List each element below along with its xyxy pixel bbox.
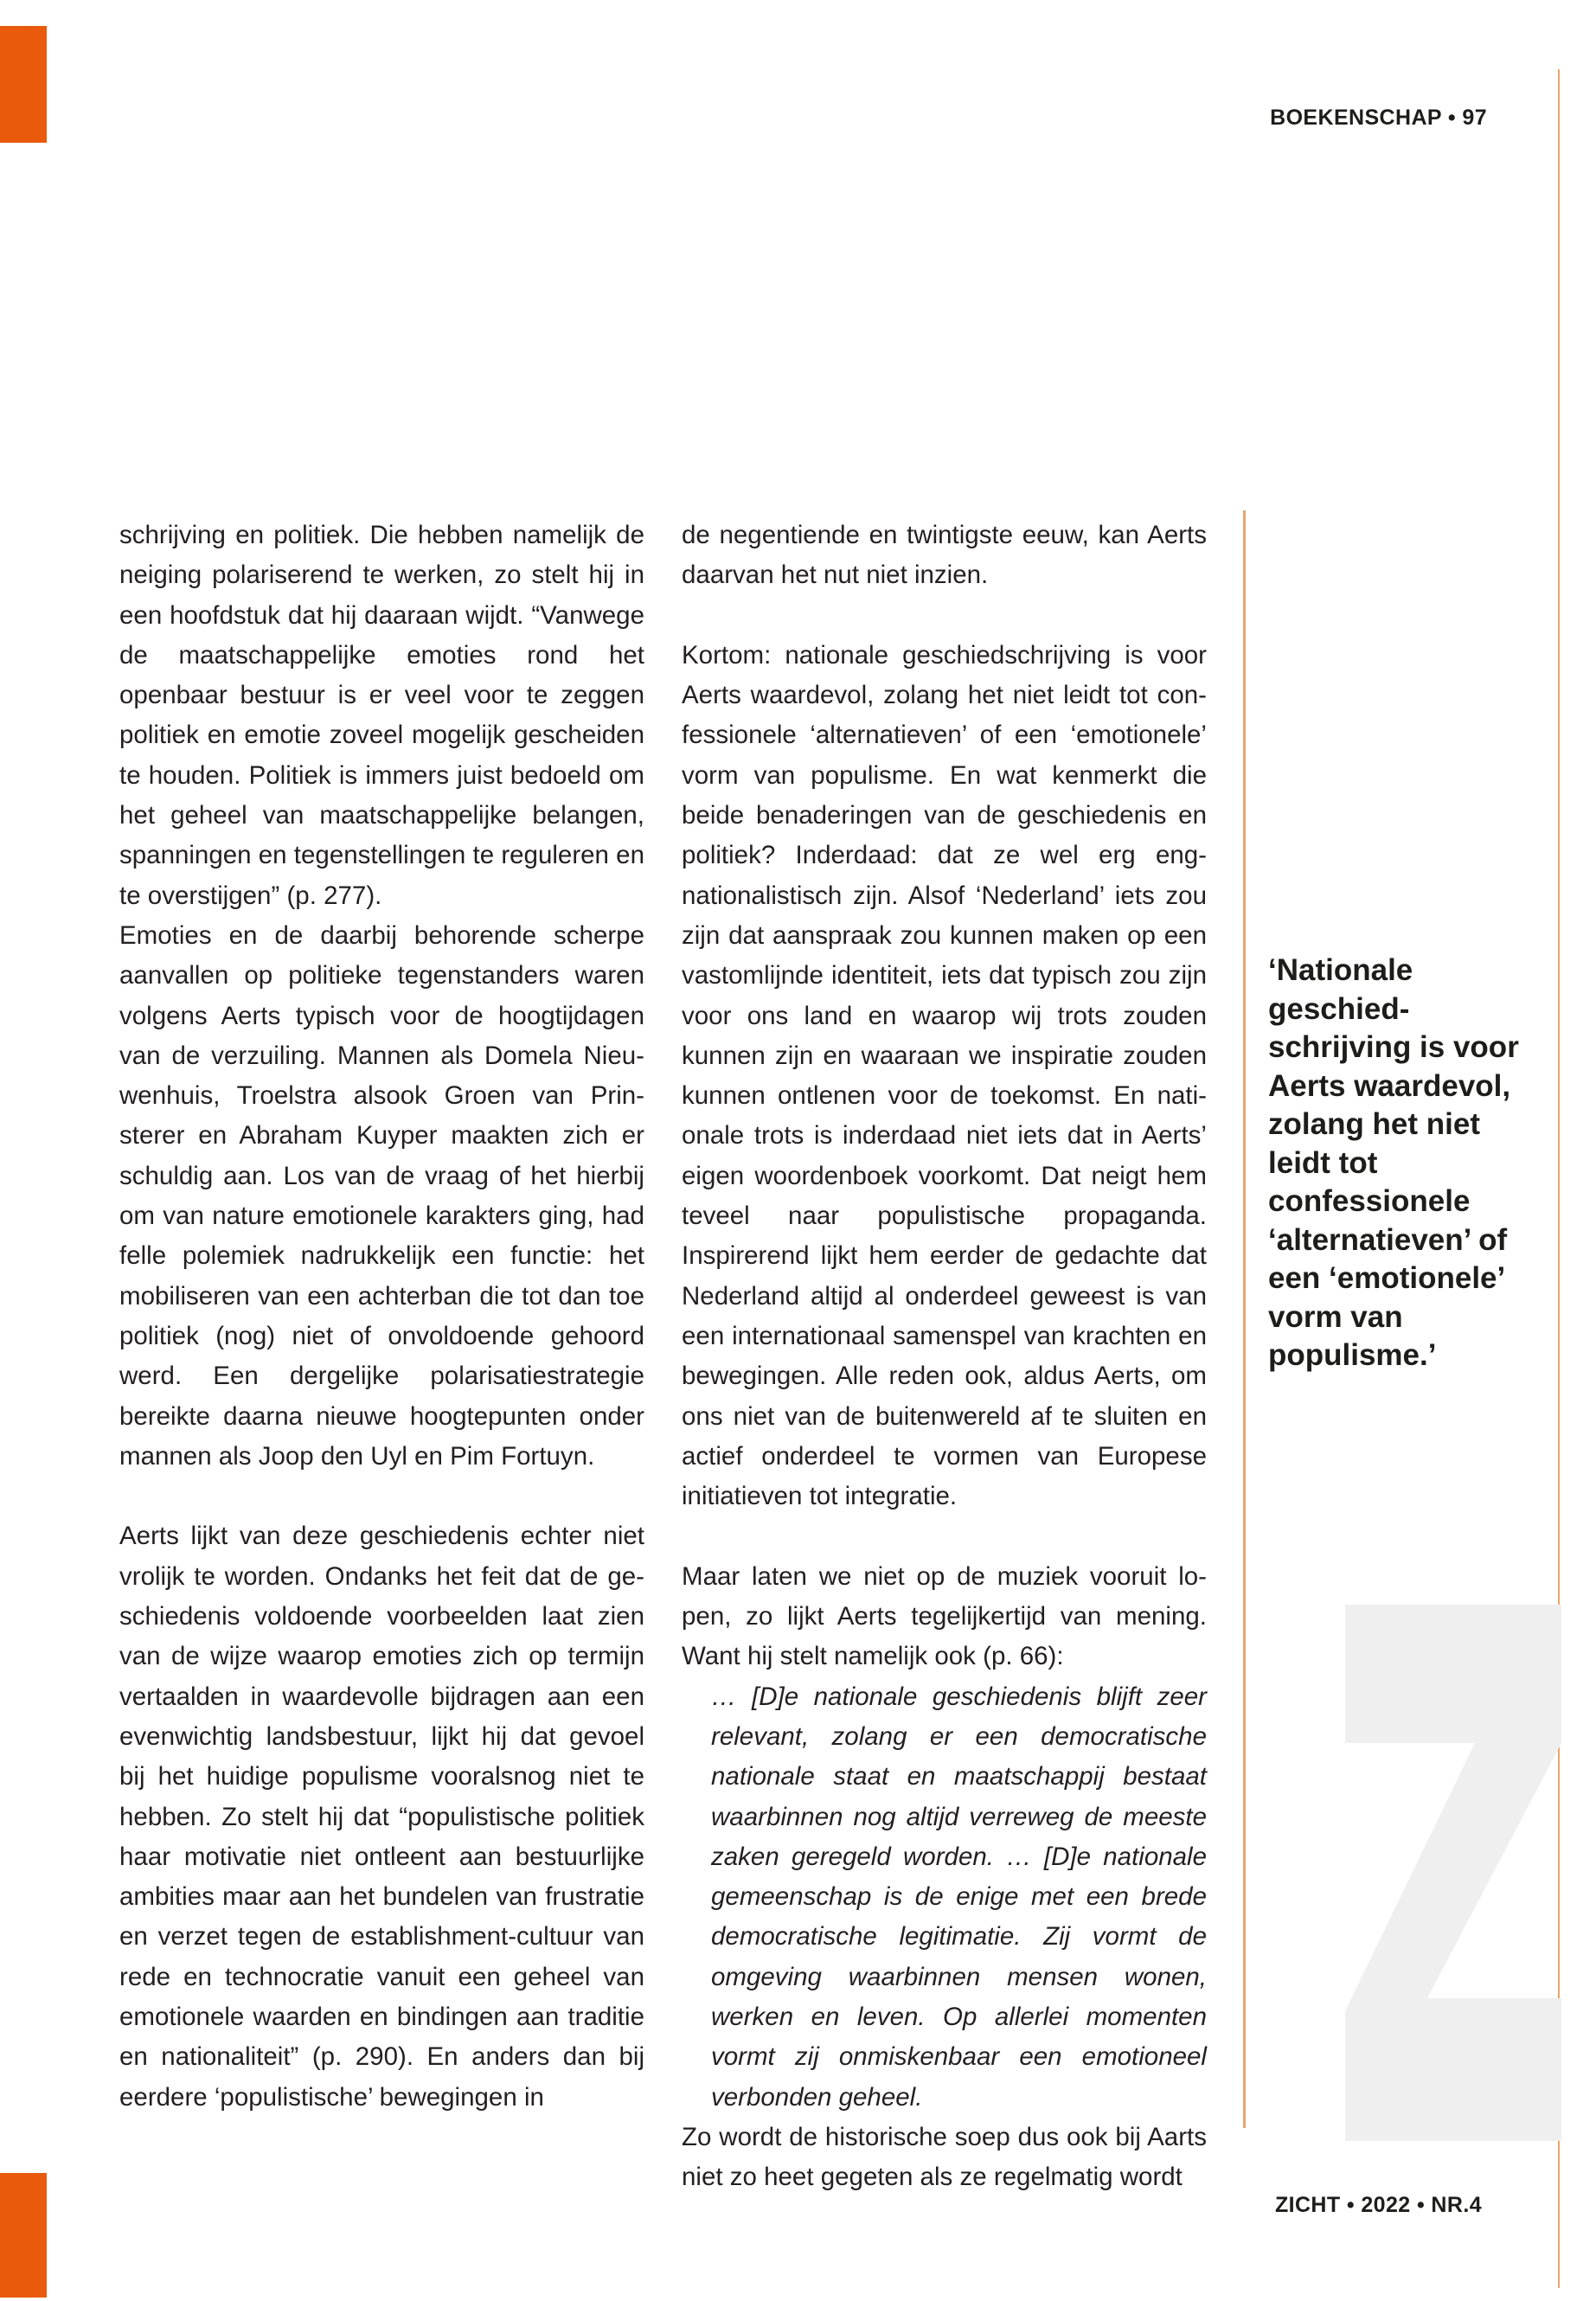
accent-bar-top	[0, 26, 47, 143]
paragraph-gap	[682, 1516, 1207, 1556]
body-paragraph: Kortom: nationale geschiedschrijving is voor Aerts waardevol, zolang het niet leidt tot confessionele ‘alternatieven’ of een ‘emotionele’ vorm van populisme. En wat kenmerkt die beide benaderingen van de geschiedenis en politiek? Inderdaad: dat ze wel erg eng-nationalistisch zijn. Alsof ‘Nederland’ iets zou zijn dat aanspraak zou kunnen maken op een vastomlijnde identiteit, iets dat typisch zou zijn voor ons land en waarop wij trots zouden kunnen zijn en waaraan we inspiratie zouden kunnen ontlenen voor de toekomst. En nationale trots is inderdaad niet iets dat in Aerts’ eigen woordenboek voorkomt. Dat neigt hem teveel naar populistische propaganda. Inspirerend lijkt hem eerder de gedachte dat Nederland altijd al onderdeel geweest is van een internationaal samenspel van krachten en bewegingen. Alle reden ook, aldus Aerts, om ons niet van de buitenwereld af te sluiten en actief onderdeel te vormen van Europese initiatieven tot integratie.	[682, 640, 1207, 1511]
body-paragraph: Maar laten we niet op de muziek vooruit lopen, zo lijkt Aerts tegelijkertijd van mening. Want hij stelt namelijk ook (p. 66):	[682, 1561, 1207, 1671]
pullquote-divider	[1243, 510, 1246, 2128]
z-logo-shape	[1345, 1605, 1561, 2141]
paragraph-gap	[682, 596, 1207, 636]
running-header: BOEKENSCHAP • 97	[1270, 106, 1487, 130]
body-paragraph: de negentiende en twintigste eeuw, kan Aerts daarvan het nut niet inzien.	[682, 521, 1207, 590]
body-paragraph: schrijving en politiek. Die hebben namelijk de neiging polariserend te werken, zo stelt hij in een hoofdstuk dat hij daaraan wijdt. “Vanwege de maatschappelijke emoties rond het openbaar bestuur is er veel voor te zeggen politiek en emotie zoveel mogelijk gescheiden te houden. Politiek is immers juist bedoeld om het geheel van maatschappelijke belangen, spanningen en tegenstellingen te reguleren en te overstijgen” (p. 277).	[119, 521, 644, 910]
accent-bar-bottom	[0, 2173, 47, 2298]
body-paragraph: Zo wordt de historische soep dus ook bij Aarts niet zo heet gegeten als ze regelmatig wordt	[682, 2122, 1207, 2192]
paragraph-gap	[119, 1477, 644, 1516]
block-quote: … [D]e nationale geschiedenis blijft zeer relevant, zolang er een democratische nationale staat en maatschappij bestaat waarbinnen nog altijd verreweg de meeste zaken geregeld worden. … [D]e nationale gemeenschap is de enige met een brede democratische legitimatie. Zij vormt de omgeving waarbinnen mensen wonen, werken en leven. Op allerlei momenten vormt zij onmiskenbaar een emotioneel verbonden geheel.	[711, 1682, 1207, 2112]
middle-column	[682, 516, 1207, 2197]
body-paragraph: Emoties en de daarbij behorende scherpe aanvallen op politieke tegenstanders waren volgens Aerts typisch voor de hoogtijdagen van de verzuiling. Mannen als Domela Nieuwenhuis, Troelstra alsook Groen van Prinsterer en Abraham Kuyper maakten zich er schuldig aan. Los van de vraag of het hierbij om van nature emotionele karakters ging, had felle polemiek nadrukkelijk een functie: het mobiliseren van een achterban die tot dan toe politiek (nog) niet of onvoldoende gehoord werd. Een dergelijke polarisatiestrategie bereikte daarna nieuwe hoogtepunten onder mannen als Joop den Uyl en Pim Fortuyn.	[119, 920, 644, 1471]
z-logo-watermark-icon	[1345, 1605, 1561, 2141]
pull-quote: ‘Nationale geschiedschrijving is voor Aerts waardevol, zolang het niet leidt tot confessionele ‘alternatieven’ of een ‘emotionele’ vorm van populisme.’	[1268, 953, 1519, 1372]
body-paragraph: Aerts lijkt van deze geschiedenis echter niet vrolijk te worden. Ondanks het feit dat de geschiedenis voldoende voorbeelden laat zien van de wijze waarop emoties zich op termijn vertaalden in waardevolle bijdragen aan een evenwichtig landsbestuur, lijkt hij dat gevoel bij het huidige populisme vooralsnog niet te hebben. Zo stelt hij dat “populistische politiek haar motivatie niet ontleent aan bestuurlijke ambities maar aan het bundelen van frustratie en verzet tegen de establishment-cultuur van rede en technocratie vanuit een geheel van emotionele waarden en bindingen aan traditie en nationaliteit” (p. 290). En anders dan bij eerdere ‘populistische’ bewegingen in	[119, 1522, 644, 2112]
running-footer: ZICHT • 2022 • NR.4	[1274, 2193, 1482, 2217]
left-column	[119, 516, 644, 2118]
